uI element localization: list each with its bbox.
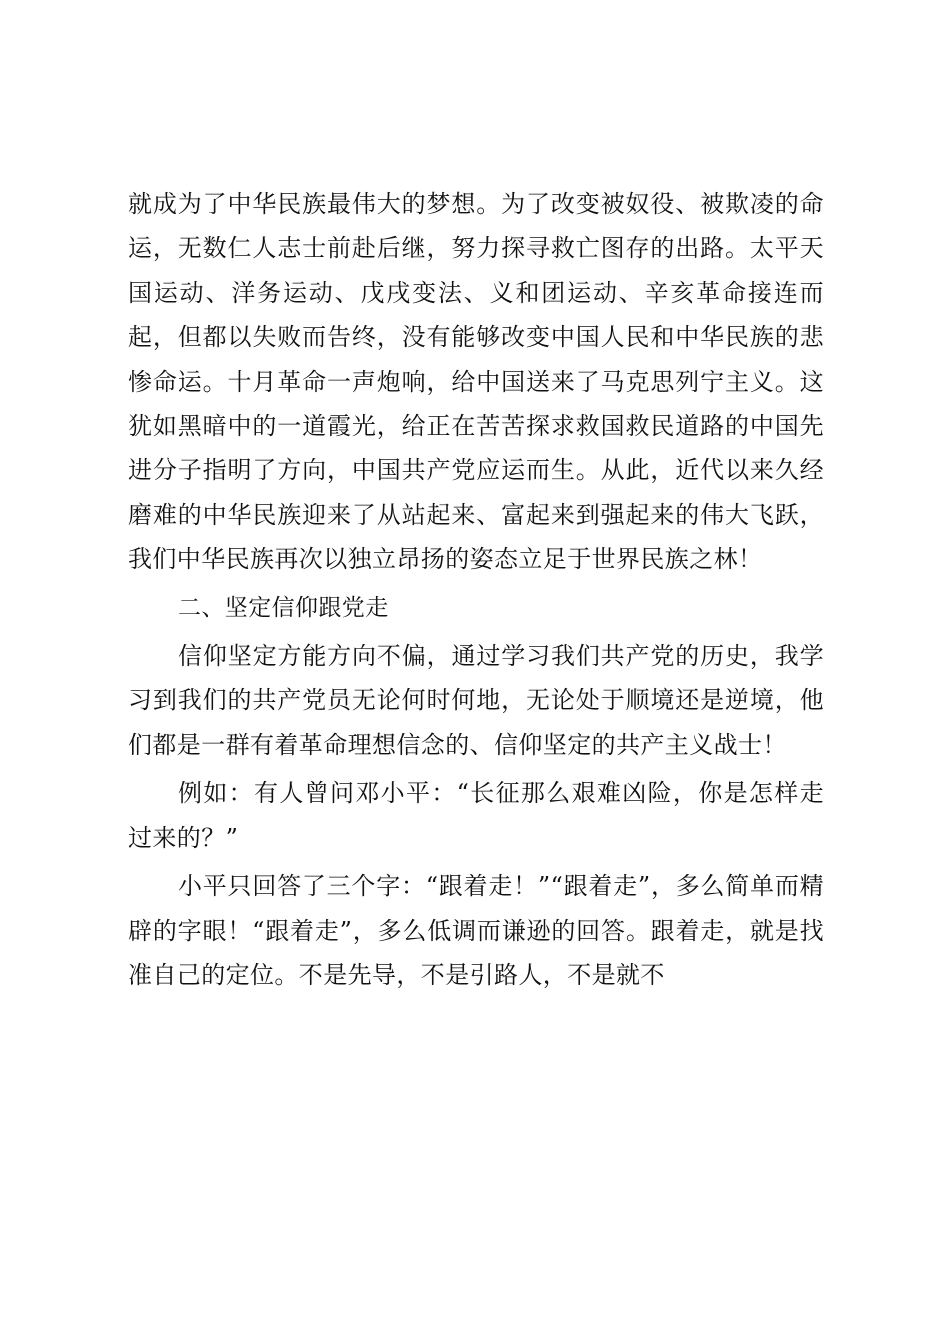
body-paragraph: 小平只回答了三个字：“跟着走！”“跟着走”，多么简单而精辟的字眼！“跟着走”，多么低调而谦逊的回答。跟着走，就是找准自己的定位。不是先导，不是引路人，不是就不 bbox=[128, 872, 824, 989]
section-heading: 二、坚定信仰跟党走 bbox=[178, 594, 389, 621]
body-paragraph: 例如：有人曾问邓小平：“长征那么艰难凶险，你是怎样走过来的？” bbox=[128, 779, 824, 852]
body-paragraph: 信仰坚定方能方向不偏，通过学习我们共产党的历史，我学习到我们的共产党员无论何时何地，无论处于顺境还是逆境，他们都是一群有着革命理想信念的、信仰坚定的共产主义战士！ bbox=[128, 642, 824, 759]
body-paragraph: 就成为了中华民族最伟大的梦想。为了改变被奴役、被欺凌的命运，无数仁人志士前赴后继，努力探寻救亡图存的出路。太平天国运动、洋务运动、戊戌变法、义和团运动、辛亥革命接连而起，但都以失败而告终，没有能够改变中国人民和中华民族的悲惨命运。十月革命一声炮响，给中国送来了马克思列宁主义。这犹如黑暗中的一道霞光，给正在苦苦探求救国救民道路的中国先进分子指明了方向，中国共产党应运而生。从此，近代以来久经磨难的中华民族迎来了从站起来、富起来到强起来的伟大飞跃，我们中华民族再次以独立昂扬的姿态立足于世界民族之林！ bbox=[128, 190, 824, 574]
document-body bbox=[128, 182, 824, 997]
